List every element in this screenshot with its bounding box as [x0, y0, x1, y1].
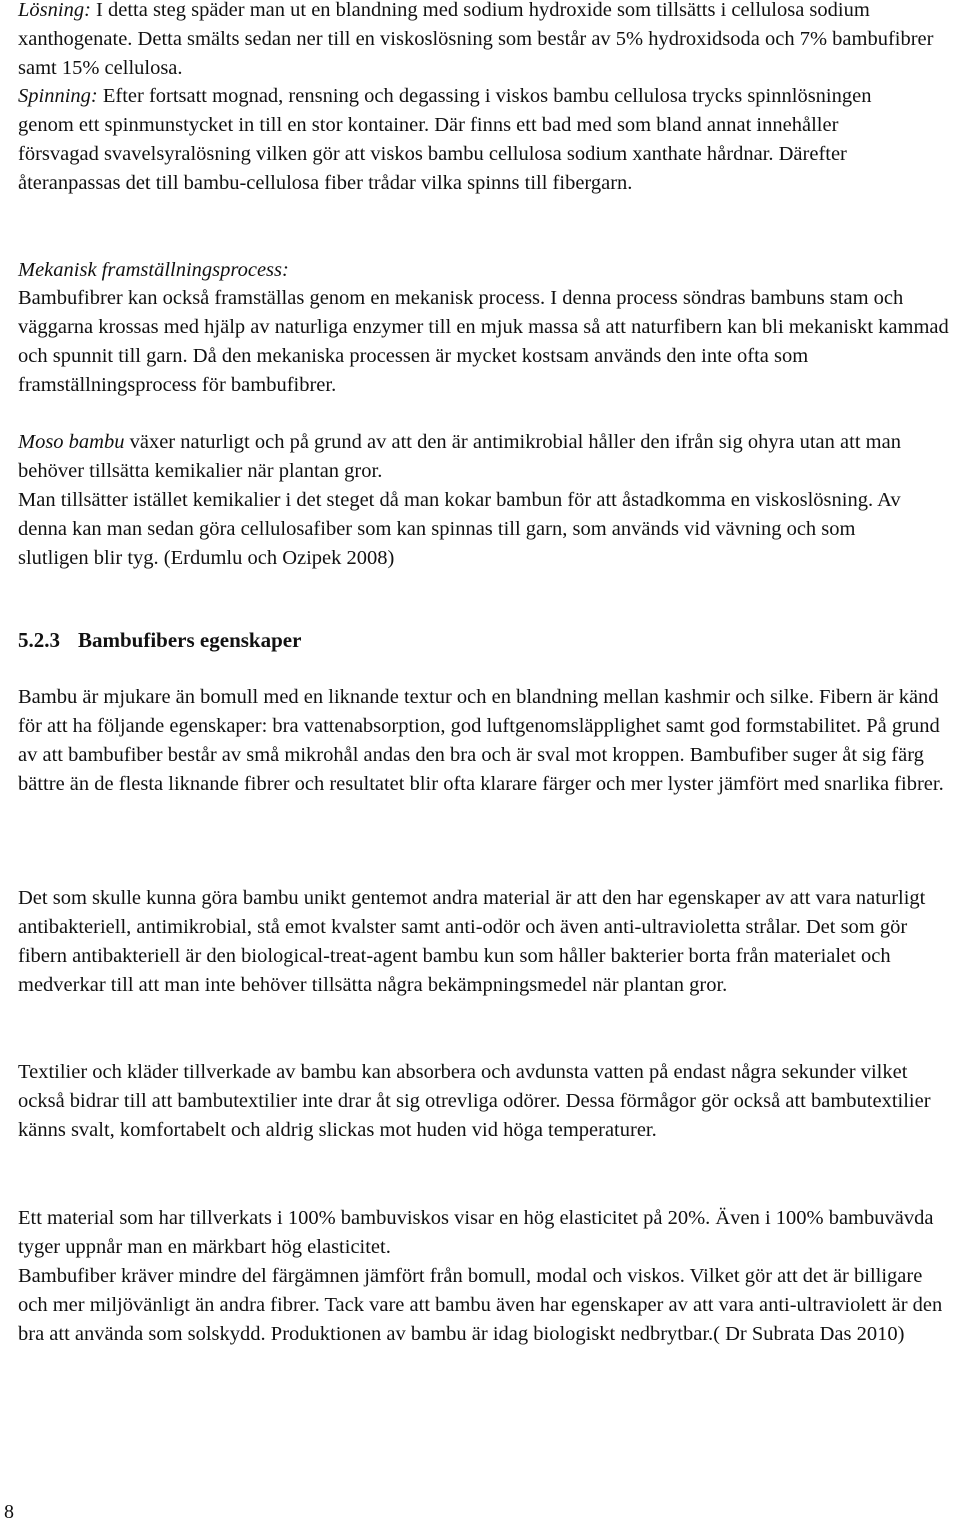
text-moso: växer naturligt och på grund av att den är antimikrobial håller den ifrån sig ohyra utan att man behöver tillsätta kemikalier när plantan gror.	[18, 431, 901, 482]
paragraph-body-2	[18, 884, 952, 1000]
text-tillsatter: Man tillsätter istället kemikalier i det steget då man kokar bambun för att åstadkomma en viskoslösning. Av denna kan man sedan göra cellulosafiber som kan spinnas till garn, som används vid vävning och som slutligen blir tyg. (Erdumlu och Ozipek 2008)	[18, 489, 901, 569]
section-title: Bambufibers egenskaper	[78, 628, 302, 652]
label-losning: Lösning:	[18, 0, 91, 21]
paragraph-moso	[18, 428, 958, 486]
paragraph-spinning	[18, 82, 918, 198]
paragraph-mekanisk-label	[18, 256, 938, 285]
text-body-2: Det som skulle kunna göra bambu unikt gentemot andra material är att den har egenskaper av att vara naturligt antibakteriell, antimikrobial, stå emot kvalster samt anti-odör och även anti-ultravioletta strålar. Det som gör fibern antibakteriell är den biological-treat-agent bambu kun som håller bakterier borta från materialet och medverkar till att man inte behöver tillsätta några bekämpningsmedel när plantan gror.	[18, 887, 926, 996]
text-mekanisk: Bambufibrer kan också framställas genom en mekanisk process. I denna process söndras bambuns stam och väggarna krossas med hjälp av naturliga enzymer till en mjuk massa så att naturfibern kan bli mekaniskt kammad och spunnit till garn. Då den mekaniska processen är mycket kostsam används den inte ofta som framställningsprocess för bambufibrer.	[18, 287, 949, 396]
label-spinning: Spinning:	[18, 85, 98, 107]
page-number: 8	[4, 1501, 14, 1523]
text-losning: I detta steg späder man ut en blandning med sodium hydroxide som tillsätts i cellulosa sodium xanthogenate. Detta smälts sedan ner till en viskoslösning som består av 5% hydroxidsoda och 7% bambufibrer samt 15% cellulosa.	[18, 0, 934, 79]
text-body-5: Bambufiber kräver mindre del färgämnen jämfört från bomull, modal och viskos. Vilket gör att det är billigare och mer miljövänligt än andra fibrer. Tack vare att bambu även har egenskaper av att vara anti-ultraviolett är den bra att använda som solskydd. Produktionen av bambu är idag biologiskt nedbrytbar.( Dr Subrata Das 2010)	[18, 1265, 943, 1345]
text-body-3: Textilier och kläder tillverkade av bambu kan absorbera och avdunsta vatten på endast några sekunder vilket också bidrar till att bambutextilier inte drar åt sig otrevliga odörer. Dessa förmågor gör också att bambutextilier känns svalt, komfortabelt och aldrig slickas mot huden vid höga temperaturer.	[18, 1061, 931, 1141]
text-spinning: Efter fortsatt mognad, rensning och degassing i viskos bambu cellulosa trycks spinnlösningen genom ett spinmunstycket in till en stor kontainer. Där finns ett bad med som bland annat innehåller försvagad svavelsyralösning vilken gör att viskos bambu cellulosa sodium xanthate hårdnar. Därefter återanpassas det till bambu-cellulosa fiber trådar vilka spinns till fibergarn.	[18, 85, 872, 194]
text-body-1: Bambu är mjukare än bomull med en liknande textur och en blandning mellan kashmir och silke. Fibern är känd för att ha följande egenskaper: bra vattenabsorption, god luftgenomsläpplighet samt god formstabilitet. På grund av att bambufiber består av små mikrohål andas den bra och är sval mot kroppen. Bambufiber suger åt sig färg bättre än de flesta liknande fibrer och resultatet blir ofta klarare färger och mer lyster jämfört med snarlika fibrer.	[18, 686, 944, 795]
label-moso: Moso bambu	[18, 431, 125, 453]
paragraph-tillsatter	[18, 486, 930, 573]
paragraph-body-5	[18, 1262, 952, 1349]
section-heading	[18, 625, 918, 655]
paragraph-body-4	[18, 1204, 948, 1262]
paragraph-losning	[18, 0, 938, 83]
paragraph-mekanisk	[18, 284, 950, 400]
label-mekanisk: Mekanisk framställningsprocess:	[18, 259, 289, 281]
section-number: 5.2.3	[18, 628, 60, 652]
paragraph-body-1	[18, 683, 952, 799]
paragraph-body-3	[18, 1058, 946, 1145]
text-body-4: Ett material som har tillverkats i 100% bambuviskos visar en hög elasticitet på 20%. Även i 100% bambuvävda tyger uppnår man en märkbart hög elasticitet.	[18, 1207, 934, 1258]
